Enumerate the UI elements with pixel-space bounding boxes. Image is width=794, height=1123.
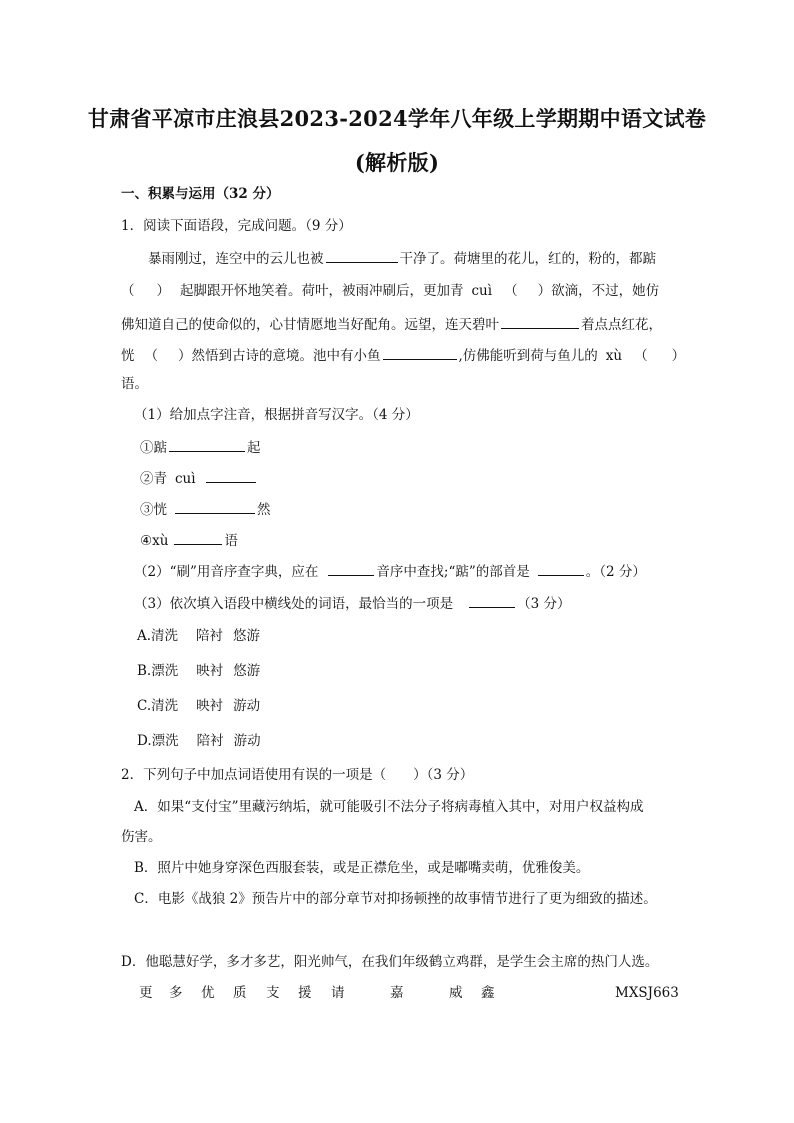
footer-char: 支	[266, 985, 280, 1001]
sub1-item-2: ②青 cuì	[140, 468, 258, 489]
answer-blank[interactable]	[206, 468, 256, 483]
passage-line-1: 暴雨刚过，连空中的云儿也被 干净了。荷塘里的花儿，红的，粉的，都踮	[148, 248, 656, 269]
footer-char: 更	[139, 985, 153, 1001]
blank-3	[383, 345, 457, 360]
footer-char: 请	[331, 985, 345, 1001]
passage-line-2: （ ） 起脚跟开怀地笑着。荷叶，被雨冲刷后，更加青 cuì （ ）欲滴，不过，她仿	[121, 283, 660, 299]
passage-line-4: 恍 （ ）然悟到古诗的意境。池中有小鱼 ,仿佛能听到荷与鱼儿的 xù （ ）	[121, 345, 685, 366]
blank-2	[501, 314, 579, 329]
section-heading: 一、积累与运用（32 分）	[121, 186, 280, 202]
question-2-stem: 2．下列句子中加点词语使用有误的一项是（ ）（3 分）	[121, 767, 474, 783]
footer-char: 优	[201, 985, 215, 1001]
page-subtitle: (解析版)	[354, 150, 440, 175]
option-b: B.漂洗 映衬 悠游	[137, 663, 261, 679]
sub1-item-3: ③恍 然	[140, 499, 271, 520]
footer-char: 援	[298, 985, 312, 1001]
sub1-item-1: ①踮 起	[140, 437, 261, 458]
q2-option-d: D．他聪慧好学，多才多艺，阳光帅气，在我们年级鹤立鸡群，是学生会主席的热门人选。	[121, 954, 659, 970]
answer-blank[interactable]	[469, 593, 515, 608]
q2-option-c: C．电影《战狼 2》预告片中的部分章节对抑扬顿挫的故事情节进行了更为细致的描述。	[134, 891, 657, 907]
sub-question-3-stem: （3）依次填入语段中横线处的词语，最恰当的一项是 （3 分）	[134, 593, 570, 614]
option-a: A.清洗 陪衬 悠游	[137, 628, 261, 644]
footer-char: 鑫	[481, 985, 495, 1001]
footer-char: 威	[449, 985, 463, 1001]
footer-char: 嘉	[390, 985, 404, 1001]
sub-question-2: （2）“刷”用音序查字典，应在 音序中查找;“踮”的部首是 。（2 分）	[134, 561, 646, 582]
footer-code: MXSJ663	[615, 985, 679, 1001]
passage-line-3: 佛知道自己的使命似的，心甘情愿地当好配角。远望，连天碧叶 着点点红花，	[121, 314, 662, 335]
answer-blank[interactable]	[174, 530, 222, 545]
option-c: C.清洗 映衬 游动	[137, 698, 261, 714]
page-title: 甘肃省平凉市庄浪县2023-2024学年八年级上学期期中语文试卷	[87, 106, 707, 131]
answer-blank[interactable]	[538, 561, 584, 576]
blank-1	[326, 248, 398, 263]
footer-char: 多	[169, 985, 183, 1001]
q2-option-b: B．照片中她身穿深色西服套装，或是正襟危坐，或是嘟嘴卖萌，优雅俊美。	[134, 860, 590, 876]
footer-char: 质	[233, 985, 247, 1001]
question-1-stem: 1．阅读下面语段，完成问题。（9 分）	[121, 218, 352, 234]
sub-question-1-stem: （1）给加点字注音，根据拼音写汉字。（4 分）	[134, 407, 419, 423]
answer-blank[interactable]	[175, 499, 255, 514]
option-d: D.漂洗 陪衬 游动	[137, 733, 261, 749]
answer-blank[interactable]	[328, 561, 374, 576]
passage-line-5: 语。	[121, 376, 148, 392]
q2-option-a-cont: 伤害。	[121, 829, 162, 845]
sub1-item-4: ④xù 语	[140, 530, 238, 551]
answer-blank[interactable]	[169, 437, 245, 452]
footer-line	[139, 983, 679, 1003]
q2-option-a: A．如果“支付宝”里藏污纳垢，就可能吸引不法分子将病毒植入其中，对用户权益构成	[134, 799, 644, 815]
